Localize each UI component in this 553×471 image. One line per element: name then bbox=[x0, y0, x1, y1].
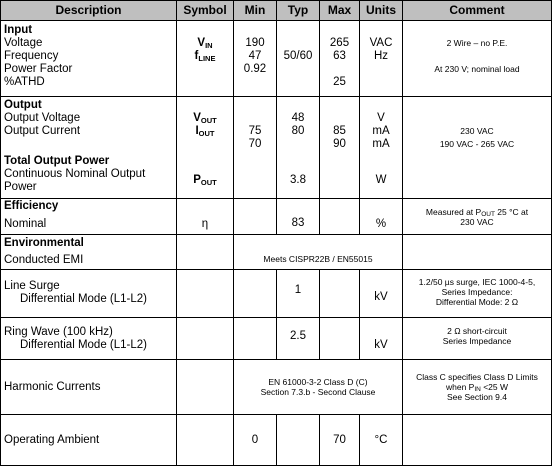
efficiency-comment-line-2: 230 VAC bbox=[460, 216, 494, 227]
line-surge-desc-cell bbox=[1, 270, 177, 318]
efficiency-max-cell bbox=[320, 199, 360, 235]
output-current-max-2: 90 bbox=[333, 138, 346, 150]
harmonic-comment-1: Class C specifies Class D Limits bbox=[416, 372, 538, 382]
output-symbol-cell bbox=[177, 97, 234, 199]
continuous-power-typ: 3.8 bbox=[290, 174, 306, 186]
harmonic-value-2: Section 7.3.b - Second Clause bbox=[260, 387, 376, 397]
input-frequency-min: 47 bbox=[248, 50, 262, 62]
harmonic-value-cell bbox=[234, 360, 403, 415]
continuous-power-symbol: $P_{OUT}$ bbox=[193, 174, 217, 187]
environmental-desc-cell bbox=[1, 235, 177, 270]
efficiency-symbol-cell bbox=[177, 199, 234, 235]
output-current-min-2: 70 bbox=[248, 138, 262, 150]
efficiency-section bbox=[1, 199, 552, 235]
input-comment-cell bbox=[403, 21, 552, 97]
input-frequency-typ: 50/60 bbox=[283, 50, 313, 62]
ambient-comment-cell bbox=[403, 415, 552, 466]
input-voltage-min: 190 bbox=[245, 37, 265, 49]
output-current-max-1: 85 bbox=[333, 125, 346, 137]
output-comment-cell bbox=[403, 97, 552, 199]
header-description: Description bbox=[1, 1, 177, 21]
efficiency-typ-cell bbox=[277, 199, 320, 235]
ring-wave-symbol-cell bbox=[177, 318, 234, 360]
line-surge-comment-3: Differential Mode: 2 Ω bbox=[435, 297, 519, 307]
conducted-emi-value: Meets CISPR22B / EN55015 bbox=[263, 254, 373, 264]
efficiency-desc-cell bbox=[1, 199, 177, 235]
operating-ambient-label: Operating Ambient bbox=[1, 415, 177, 466]
input-athd-label: %ATHD bbox=[4, 76, 45, 88]
continuous-power-unit: W bbox=[375, 174, 387, 186]
input-frequency-symbol: $f_{LINE}$ bbox=[194, 50, 216, 63]
line-surge-typ: 1 bbox=[277, 270, 320, 318]
operating-ambient-row bbox=[1, 415, 552, 466]
conducted-emi-label: Conducted EMI bbox=[4, 254, 84, 266]
ring-wave-comment-2: Series Impedance bbox=[442, 336, 512, 346]
output-current-typ-1: 80 bbox=[291, 125, 305, 137]
ring-wave-comment-1: 2 Ω short-circuit bbox=[447, 326, 507, 336]
line-surge-comment-2: Series Impedance: bbox=[441, 287, 513, 297]
input-units-cell bbox=[360, 21, 403, 97]
output-voltage-typ: 48 bbox=[291, 112, 305, 124]
ring-wave-max-cell bbox=[320, 318, 360, 360]
output-max-cell bbox=[320, 97, 360, 199]
operating-ambient-unit: °C bbox=[360, 415, 403, 466]
input-section bbox=[1, 21, 552, 97]
output-current-label: Output Current bbox=[4, 125, 81, 137]
line-surge-symbol-cell bbox=[177, 270, 234, 318]
input-typ-cell bbox=[277, 21, 320, 97]
emi-symbol-cell bbox=[177, 235, 234, 270]
input-min-cell bbox=[234, 21, 277, 97]
operating-ambient-min: 0 bbox=[234, 415, 277, 466]
input-voltage-unit: VAC bbox=[369, 37, 393, 49]
ring-wave-label: Ring Wave (100 kHz) bbox=[4, 326, 113, 338]
ring-wave-min-cell bbox=[234, 318, 277, 360]
output-voltage-unit: V bbox=[377, 112, 385, 124]
continuous-power-label-2: Power bbox=[4, 181, 37, 193]
ring-wave-row bbox=[1, 318, 552, 360]
input-desc-cell bbox=[1, 21, 177, 97]
harmonic-comment-2: when $P_{IN} <25$ W bbox=[445, 382, 509, 393]
line-surge-label: Line Surge bbox=[4, 280, 60, 292]
header-comment: Comment bbox=[403, 1, 552, 21]
harmonic-comment-3: See Section 9.4 bbox=[446, 392, 507, 402]
ambient-symbol-cell bbox=[177, 415, 234, 466]
line-surge-min-cell bbox=[234, 270, 277, 318]
header-row bbox=[1, 1, 552, 21]
ring-wave-typ: 2.5 bbox=[277, 318, 320, 360]
header-symbol: Symbol bbox=[177, 1, 234, 21]
efficiency-comment-cell bbox=[403, 199, 552, 235]
harmonic-value-1: EN 61000-3-2 Class D (C) bbox=[268, 377, 368, 387]
harmonic-currents-label: Harmonic Currents bbox=[1, 360, 177, 415]
harmonic-comment-cell bbox=[403, 360, 552, 415]
output-heading: Output bbox=[4, 99, 42, 111]
environmental-emi-row bbox=[1, 235, 552, 270]
input-frequency-unit: Hz bbox=[373, 50, 389, 62]
output-typ-cell bbox=[277, 97, 320, 199]
input-frequency-label: Frequency bbox=[4, 50, 59, 62]
output-current-comment-1: 230 VAC bbox=[460, 126, 494, 136]
line-surge-comment-1: 1.2/50 µs surge, IEC 1000-4-5, bbox=[418, 277, 536, 287]
output-voltage-symbol: $V_{OUT}$ bbox=[193, 112, 217, 125]
efficiency-units-cell bbox=[360, 199, 403, 235]
efficiency-min-cell bbox=[234, 199, 277, 235]
line-surge-max-cell bbox=[320, 270, 360, 318]
line-surge-unit: kV bbox=[360, 270, 403, 318]
output-current-unit-2: mA bbox=[372, 138, 390, 150]
input-power-factor-label: Power Factor bbox=[4, 63, 73, 75]
line-surge-sublabel: Differential Mode (L1-L2) bbox=[20, 293, 147, 305]
input-voltage-comment: 2 Wire – no P.E. bbox=[446, 38, 508, 48]
continuous-power-label-1: Continuous Nominal Output bbox=[4, 168, 146, 180]
input-voltage-label: Voltage bbox=[4, 37, 43, 49]
output-desc-cell bbox=[1, 97, 177, 199]
output-current-min-1: 75 bbox=[248, 125, 262, 137]
operating-ambient-max: 70 bbox=[320, 415, 360, 466]
harmonic-symbol-cell bbox=[177, 360, 234, 415]
input-athd-max: 25 bbox=[333, 76, 346, 88]
efficiency-heading: Efficiency bbox=[4, 200, 59, 212]
output-current-unit-1: mA bbox=[372, 125, 390, 137]
input-voltage-symbol: $V_{IN}$ bbox=[197, 37, 213, 50]
input-symbol-cell bbox=[177, 21, 234, 97]
ring-wave-unit: kV bbox=[360, 318, 403, 360]
input-heading: Input bbox=[4, 24, 33, 36]
efficiency-symbol: η bbox=[201, 218, 209, 230]
output-units-cell bbox=[360, 97, 403, 199]
input-power-factor-comment: At 230 V; nominal load bbox=[434, 64, 520, 74]
harmonic-currents-row bbox=[1, 360, 552, 415]
environmental-heading: Environmental bbox=[4, 237, 84, 249]
output-section bbox=[1, 97, 552, 199]
ring-wave-comment-cell bbox=[403, 318, 552, 360]
input-max-cell bbox=[320, 21, 360, 97]
efficiency-nominal-label: Nominal bbox=[4, 218, 47, 230]
output-voltage-label: Output Voltage bbox=[4, 112, 81, 124]
line-surge-comment-cell bbox=[403, 270, 552, 318]
output-current-comment-2: 190 VAC - 265 VAC bbox=[439, 139, 515, 149]
efficiency-typ: 83 bbox=[291, 217, 305, 229]
input-voltage-max: 265 bbox=[329, 37, 350, 49]
ring-wave-sublabel: Differential Mode (L1-L2) bbox=[20, 339, 147, 351]
ring-wave-desc-cell bbox=[1, 318, 177, 360]
header-min: Min bbox=[234, 1, 277, 21]
line-surge-row bbox=[1, 270, 552, 318]
emi-comment-cell bbox=[403, 235, 552, 270]
conducted-emi-value-cell bbox=[234, 235, 403, 270]
header-max: Max bbox=[320, 1, 360, 21]
ambient-typ-cell bbox=[277, 415, 320, 466]
input-frequency-max: 63 bbox=[333, 50, 346, 62]
output-current-symbol: $I_{OUT}$ bbox=[195, 125, 215, 138]
header-typ: Typ bbox=[277, 1, 320, 21]
input-power-factor-min: 0.92 bbox=[243, 63, 267, 75]
output-min-cell bbox=[234, 97, 277, 199]
total-output-power-heading: Total Output Power bbox=[4, 155, 110, 167]
header-units: Units bbox=[360, 1, 403, 21]
efficiency-comment-line-1: Measured at $P_{OUT}$ 25 °C at bbox=[425, 206, 529, 218]
efficiency-unit: % bbox=[375, 218, 387, 230]
